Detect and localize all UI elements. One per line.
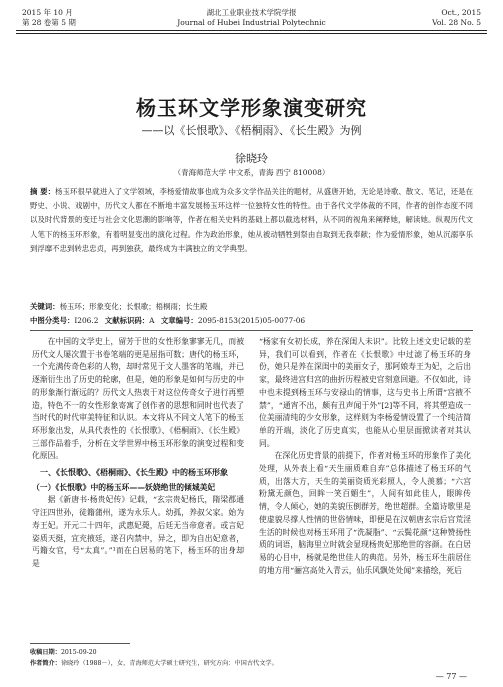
abstract [30,185,473,256]
body-paragraph: 在中国的文学史上，留芳于世的女性形象寥寥无几，而被历代文人屡次置于书卷笔端的更是屈指可数；唐代的杨玉环，一个充满传奇色彩的人物，却时常见于文人墨客的笔端，并已逐渐衍生出了历史的轮廓，但是，她的形象是如何与历史的中的形象渐行渐远的？历代文人热衷于对这位传奇女子进行再塑造，特色不一的女性形象寄寓了创作者的思想和同时也代表了当时代的时代审美特征和认识。本文将从不同文人笔下的杨玉环形象出发，从具代表性的《长恨歌》、《梧桐雨》、《长生殿》三部作品着手，分析在文学世界中杨玉环形象的演变过程和变化原因。 [32,337,244,461]
journal-name-cn: 湖北工业职业技术学院学报 [206,8,297,17]
header-rule-thick [16,30,487,31]
body-paragraph: 据《新唐书·杨贵妃传》记载，“玄宗贵妃杨氏，隋梁郡通守汪四世孙，徒籍蒲州，遂为永乐人。幼孤，养叔父家。始为寿王妃。开元二十四年，武惠妃薨，后廷无当帝意者。或言妃姿质天挺，宜充掖廷，遂召内禁中，异之，即为自出妃意者，丐籍女官，号“太真”。”¹而在白居易的笔下，杨玉环的出身却是 [32,495,244,568]
journal-name-en: Journal of Hubei Industrial Polytechnic [177,18,326,27]
author-affiliation: （青海师范大学 中文系，青海 西宁 810008） [173,168,330,177]
body-column-right [259,336,471,577]
keywords-label: 关键词： [30,302,60,311]
body-paragraph: 在深化历史背景的前提下，作者对杨玉环的形象作了美化处理，从外表上看“天生丽质难自弃”总体描述了杨玉环的气质，出落大方，天生的美丽资质光彩照人，令人羡慕；“六宫粉黛无颜色，回眸一笑百媚生”，人间有如此佳人，眼眸传情，令人倾心，她的美貌压倒群芳，绝世超群。全篇诗歌里是使虚貌尽撑人性情的世俗情味，即便是在汉朝唐玄宗后宫荒淫生活的时候也对杨玉环用了“洗凝脂”、“云鬓花颜”这种赞扬性质的词语，脑海里立时就会显现杨贵妃那绝世的容颜。在白居易的心目中，杨就是绝世佳人的典范。另外，杨玉环生前居住的地方用“骊宫高处入青云，仙乐风飘处处闻”来描绘，死后 [259,451,471,575]
author-bio-label: 作者简介： [30,660,61,667]
body-paragraph: “杨家有女初长成，养在深闺人未识”。比较上述文史记载的差异，我们可以看到，作者在《长恨歌》中过滤了杨玉环的身份，她只是养在深闺中的美丽女子，那阿娘寿王为妃，之后出家，最终进宫归宫的曲折历程被史官刻意回避。不仅如此，诗中也未提到杨玉环与安禄山的情事，这与史书上所谓“宫掖不禁”，“通宵不出，颇有丑声闻于外”[2]等不同，将其塑造成一位美丽清纯的少女形象，这样则为李杨爱情设置了一个纯洁简单的开端，淡化了历史真实，也能从心里层面掀读者对其认同。 [259,337,471,448]
doc-code-label: 文献标识码： [104,316,150,325]
footnote-author [30,658,473,667]
abstract-label: 摘 要： [30,187,56,196]
author-name: 徐晓玲 [235,152,268,165]
footnote-rule [30,643,130,644]
received-label: 收稿日期： [30,649,61,656]
received-date: 2015-09-20 [60,649,97,656]
header-right [432,8,481,28]
paper-subtitle: ——以《长恨歌》、《梧桐雨》、《长生殿》为例 [141,124,362,137]
header-volume: 第 28 卷第 5 期 [22,18,76,27]
abstract-rule [30,330,473,331]
page-number: — 77 — [435,672,467,681]
section-heading: 一、《长恨歌》、《梧桐雨》、《长生殿》中的杨玉环形象 [40,468,228,478]
doc-code-value: A [149,316,155,325]
clc-value: I206.2 [74,316,99,325]
classification-line [30,315,473,326]
running-header [16,6,487,32]
paper-title: 杨玉环文学形象演变研究 [136,96,367,120]
header-date: 2015 年 10 月 [22,8,73,17]
keywords-text: 杨玉环；形象变化；长恨歌；梧桐雨；长生殿 [59,302,208,311]
author-bio: 徐晓玲（1988－），女，青海师范大学硕士研究生，研究方向：中国古代文学。 [60,660,278,667]
header-date-en: Oct., 2015 [441,8,481,17]
header-center [16,8,487,28]
footnote-received [30,647,473,656]
article-id-value: 2095-8153(2015)05-0077-06 [197,316,306,325]
header-volume-en: Vol. 28 No. 5 [432,18,481,27]
article-id-label: 文章编号： [160,316,198,325]
keywords [30,301,473,312]
abstract-text: 杨玉环很早就进入了文学领域，李杨爱情故事也成为众多文学作品关注的题材，从盛唐开始，无论是诗歌、散文、笔记，还是在野史、小说、戏剧中，历代文人都在不断地丰富发展杨玉环这样一位独特女性的特性。由于各代文学体裁的不同，作者的创作态度不同以及时代背景的变迁与社会文化思潮的影响等，作者在相关史料的基础上都以截选材料，从不同的视角来阐释她，解读她。纵观历代文人笔下的杨玉环形象，有着明显变出的演化过程。作为政治形象，她从被动牺牲到祭由自取到无我奉献；作为爱情形象，她从沉溺享乐到浮靡不忠到转忠忠贞，再到独获，最终成为丰满独立的文学典型。 [30,187,473,253]
body-column-left [32,336,244,571]
subsection-heading: （一）《长恨歌》中的杨玉环——妖娆绝世的倾城美妃 [32,482,216,492]
clc-label: 中图分类号： [30,316,75,325]
header-rule-thin [16,33,487,34]
